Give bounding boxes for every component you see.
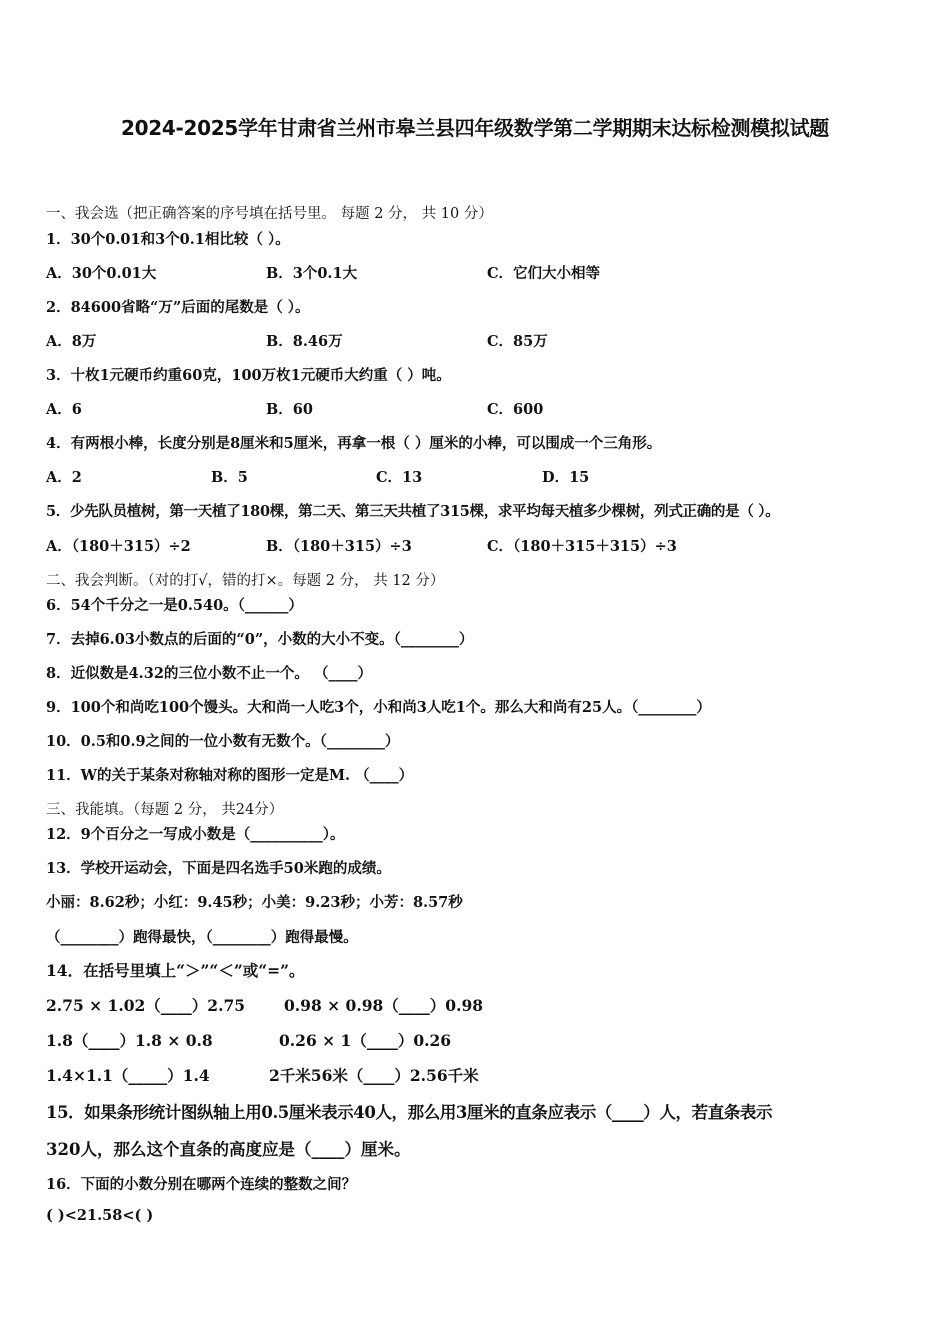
question-13: 13．学校开运动会，下面是四名选手50米跑的成绩。 — [46, 860, 391, 877]
q14-row2-right: 0.26 × 1（____）0.26 — [279, 1031, 452, 1050]
q1-option-a: A．30个0.01大 — [46, 265, 157, 282]
q14-row1-left: 2.75 × 1.02（____）2.75 — [46, 996, 246, 1015]
section-2-heading: 二、我会判断。（对的打√，错的打×。每题 2 分， 共 12 分） — [46, 573, 445, 589]
section-3-heading: 三、我能填。（每题 2 分， 共24分） — [46, 802, 284, 818]
q5-option-c: C．（180＋315＋315）÷3 — [487, 538, 677, 555]
question-5: 5．少先队员植树，第一天植了180棵，第二天、第三天共植了315棵，求平均每天植多少棵树，列式正确的是（ ）。 — [46, 503, 780, 520]
q13-data: 小丽：8.62秒；小红：9.45秒；小美：9.23秒；小芳：8.57秒 — [46, 894, 463, 911]
q1-option-b: B．3个0.1大 — [266, 265, 358, 282]
q1-option-c: C．它们大小相等 — [487, 265, 601, 282]
q14-row1-right: 0.98 × 0.98（____）0.98 — [284, 996, 484, 1015]
question-15-line-2: 320人，那么这个直条的高度应是（____）厘米。 — [46, 1140, 411, 1159]
question-2: 2．84600省略“万”后面的尾数是（ ）。 — [46, 299, 310, 316]
question-6: 6．54个千分之一是0.540。（______） — [46, 597, 303, 614]
q2-option-b: B．8.46万 — [266, 333, 343, 350]
q2-option-a: A．8万 — [46, 333, 97, 350]
q4-option-a: A．2 — [46, 469, 82, 486]
q4-option-b: B．5 — [211, 469, 248, 486]
question-15-line-1: 15．如果条形统计图纵轴上用0.5厘米表示40人，那么用3厘米的直条应表示（____）人，若直条表示 — [46, 1103, 773, 1122]
q5-option-a: A．（180＋315）÷2 — [46, 538, 191, 555]
question-16: 16．下面的小数分别在哪两个连续的整数之间？ — [46, 1176, 357, 1193]
question-10: 10．0.5和0.9之间的一位小数有无数个。（________） — [46, 733, 400, 750]
q3-option-c: C．600 — [487, 401, 544, 418]
q3-option-a: A．6 — [46, 401, 82, 418]
page-title: 2024-2025学年甘肃省兰州市皋兰县四年级数学第二学期期末达标检测模拟试题 — [121, 116, 829, 140]
q14-row2-left: 1.8（____）1.8 × 0.8 — [46, 1031, 213, 1050]
q14-row3-right: 2千米56米（____）2.56千米 — [269, 1066, 479, 1085]
question-1: 1．30个0.01和3个0.1相比较（ ）。 — [46, 231, 290, 248]
question-9: 9．100个和尚吃100个馒头。大和尚一人吃3个，小和尚3人吃1个。那么大和尚有25人。（________） — [46, 699, 711, 716]
q16-expression: ( )<21.58<( ) — [46, 1207, 154, 1224]
question-14: 14．在括号里填上“＞”“＜”或“=”。 — [46, 961, 305, 980]
question-11: 11．W的关于某条对称轴对称的图形一定是M. （____） — [46, 767, 414, 784]
q2-option-c: C．85万 — [487, 333, 548, 350]
section-1-heading: 一、我会选（把正确答案的序号填在括号里。 每题 2 分， 共 10 分） — [46, 206, 493, 222]
q3-option-b: B．60 — [266, 401, 313, 418]
q4-option-d: D．15 — [542, 469, 590, 486]
question-8: 8．近似数是4.32的三位小数不止一个。 （____） — [46, 665, 372, 682]
q4-option-c: C．13 — [376, 469, 423, 486]
question-4: 4．有两根小棒，长度分别是8厘米和5厘米，再拿一根（ ）厘米的小棒，可以围成一个三角形。 — [46, 435, 662, 452]
q14-row3-left: 1.4×1.1（_____）1.4 — [46, 1066, 210, 1085]
q13-ask: （________）跑得最快，（________）跑得最慢。 — [46, 929, 358, 946]
question-3: 3．十枚1元硬币约重60克，100万枚1元硬币大约重（ ）吨。 — [46, 367, 451, 384]
q5-option-b: B．（180＋315）÷3 — [266, 538, 412, 555]
question-7: 7．去掉6.03小数点的后面的“0”，小数的大小不变。（________） — [46, 631, 474, 648]
question-12: 12．9个百分之一写成小数是（__________）。 — [46, 826, 345, 843]
